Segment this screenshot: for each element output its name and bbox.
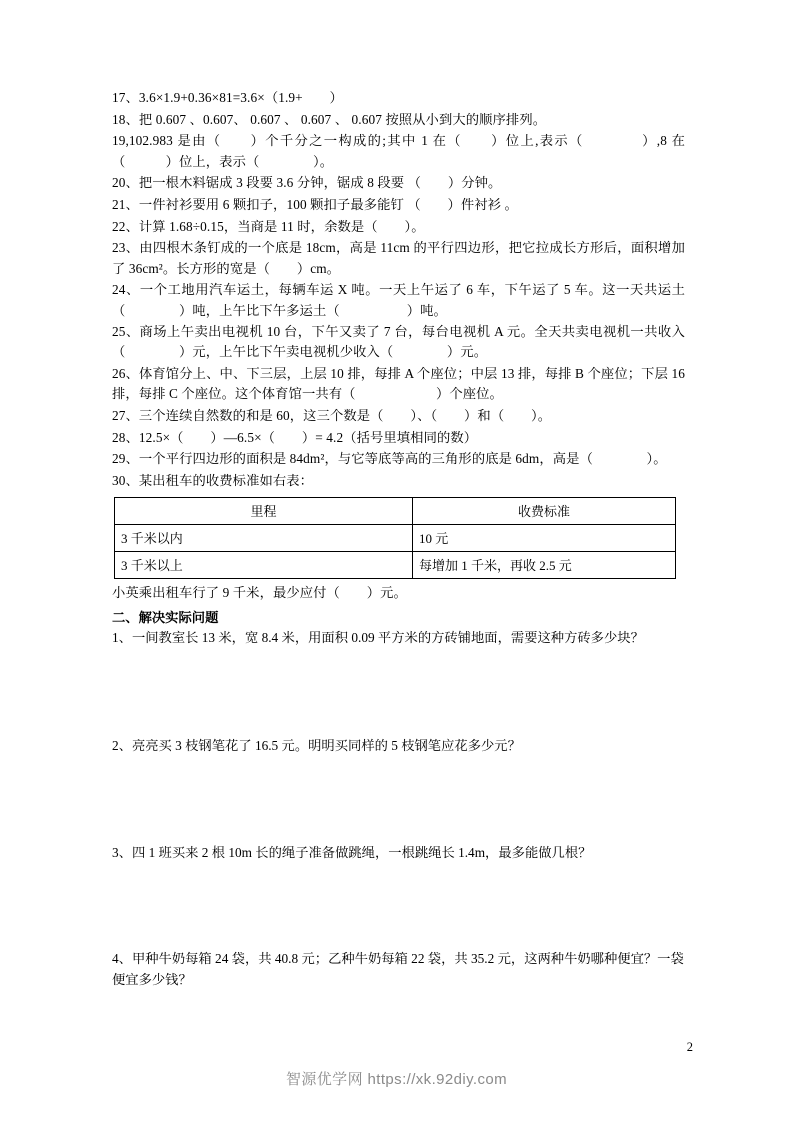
table-row-header — [115, 498, 676, 525]
question-21: 21、一件衬衫要用 6 颗扣子，100 颗扣子最多能钉 （ ）件衬衫 。 — [112, 197, 518, 213]
fee-table — [114, 497, 676, 579]
fee-table-cell-distance-1: 3 千米以内 — [115, 525, 413, 552]
fee-table-header-rate: 收费标准 — [413, 498, 676, 525]
question-29: 29、一个平行四边形的面积是 84dm²，与它等底等高的三角形的底是 6dm，高是（ ）。 — [112, 451, 667, 467]
table-row — [115, 552, 676, 579]
question-17: 17、3.6×1.9+0.36×81=3.6×（1.9+ ） — [112, 90, 343, 105]
word-problem-3: 3、四 1 班买来 2 根 10m 长的绳子准备做跳绳，一根跳绳长 1.4m，最多能做几根？ — [112, 844, 592, 860]
fee-table-header-distance: 里程 — [115, 498, 413, 525]
question-30-followup: 小英乘出租车行了 9 千米，最少应付（ ）元。 — [112, 585, 407, 601]
answer-space-3 — [112, 863, 685, 949]
footer-watermark: 智源优学网 https://xk.92diy.com — [285, 1071, 507, 1088]
question-30: 30、某出租车的收费标准如右表： — [112, 473, 314, 489]
word-problem-4: 4、甲种牛奶每箱 24 袋，共 40.8 元；乙种牛奶每箱 22 袋，共 35.2 元，这两种牛奶哪种便宜？一袋便宜多少钱？ — [112, 951, 684, 987]
fee-table-cell-rate-1: 10 元 — [413, 525, 676, 552]
question-26: 26、体育馆分上、中、下三层，上层 10 排，每排 A 个座位；中层 13 排，每排 B 个座位；下层 16 排，每排 C 个座位。这个体育馆一共有（ ）个座位。 — [112, 366, 685, 402]
answer-space-1 — [112, 648, 685, 736]
question-27: 27、三个连续自然数的和是 60，这三个数是（ ）、（ ）和（ ）。 — [112, 408, 552, 424]
question-24: 24、一个工地用汽车运土，每辆车运 X 吨。一天上午运了 6 车，下午运了 5 车。这一天共运土 （ ）吨，上午比下午多运土（ ）吨。 — [112, 282, 685, 318]
question-20: 20、把一根木料锯成 3 段要 3.6 分钟，锯成 8 段要 （ ）分钟。 — [112, 175, 502, 191]
question-25: 25、商场上午卖出电视机 10 台，下午又卖了 7 台，每台电视机 A 元。全天共卖电视机一共收入（ ）元，上午比下午卖电视机少收入（ ）元。 — [112, 324, 685, 360]
question-19: 19,102.983 是由（ ）个千分之一构成的;其中 1 在（ ）位上,表示（ ）,8 在（ ）位上，表示（ ）。 — [112, 133, 685, 169]
question-22: 22、计算 1.68÷0.15，当商是 11 时，余数是（ ）。 — [112, 218, 425, 234]
fee-table-cell-rate-2: 每增加 1 千米，再收 2.5 元 — [413, 552, 676, 579]
answer-space-2 — [112, 757, 685, 843]
fee-table-cell-distance-2: 3 千米以上 — [115, 552, 413, 579]
table-row — [115, 525, 676, 552]
question-28: 28、12.5×（ ）—6.5×（ ）= 4.2（括号里填相同的数） — [112, 429, 478, 445]
word-problem-2: 2、亮亮买 3 枝钢笔花了 16.5 元。明明买同样的 5 枝钢笔应花多少元？ — [112, 738, 521, 754]
word-problem-1: 1、一间教室长 13 米，宽 8.4 米，用面积 0.09 平方米的方砖铺地面，需要这种方砖多少块？ — [112, 629, 644, 645]
section-title-part-two: 二、解决实际问题 — [112, 609, 219, 625]
page-number: 2 — [686, 1040, 693, 1054]
question-18: 18、把 0.607 、0.607、 0.607 、 0.607 、 0.607 按照从小到大的顺序排列。 — [112, 111, 547, 127]
question-23: 23、由四根木条钉成的一个底是 18cm，高是 11cm 的平行四边形，把它拉成长方形后，面积增加了 36cm²。长方形的宽是（ ）cm。 — [112, 240, 685, 276]
fee-table-wrapper — [114, 497, 676, 579]
